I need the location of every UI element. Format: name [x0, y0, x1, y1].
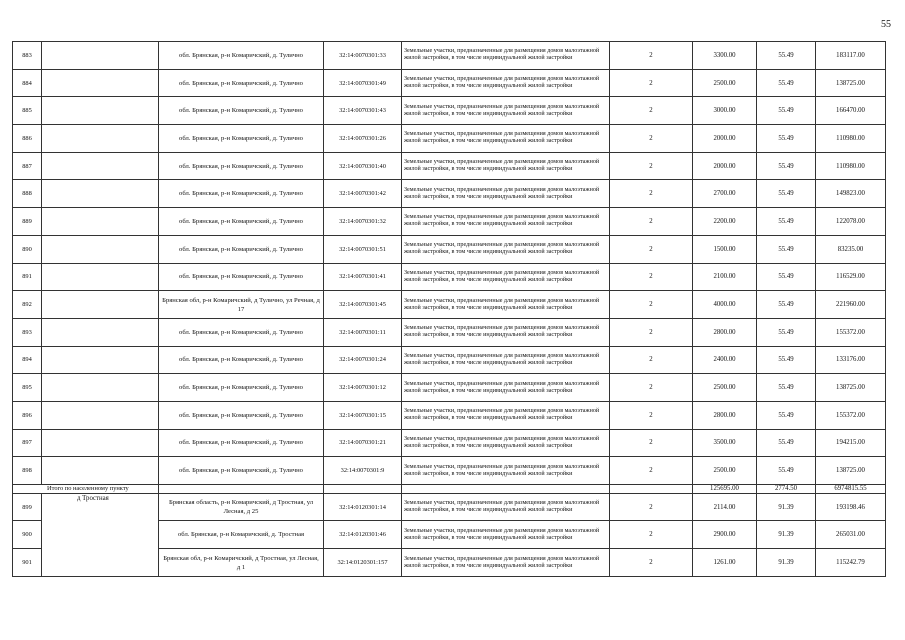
cadastral-number-cell: 32:14:0120301:46 — [324, 521, 402, 549]
land-purpose-cell: Земельные участки, предназначенные для размещения домов малоэтажной жилой застройки, в том числе индивидуальной жилой застройки — [402, 291, 610, 319]
rate-cell: 55.49 — [757, 401, 816, 429]
row-number: 891 — [13, 263, 42, 291]
value-cell: 265031.00 — [816, 521, 886, 549]
land-purpose-cell: Земельные участки, предназначенные для размещения домов малоэтажной жилой застройки, в том числе индивидуальной жилой застройки — [402, 97, 610, 125]
empty-cell — [42, 180, 159, 208]
row-number: 900 — [13, 521, 42, 549]
address-cell: обл. Брянская, р-н Комаричский, д. Тулично — [159, 457, 324, 485]
empty-cell — [42, 291, 159, 319]
rate-cell: 55.49 — [757, 457, 816, 485]
land-purpose-cell: Земельные участки, предназначенные для размещения домов малоэтажной жилой застройки, в том числе индивидуальной жилой застройки — [402, 263, 610, 291]
row-number: 890 — [13, 235, 42, 263]
rate-cell: 55.49 — [757, 374, 816, 402]
table-row — [13, 457, 886, 485]
subtotal-value: 6974815.55 — [816, 485, 886, 494]
land-purpose-cell: Земельные участки, предназначенные для размещения домов малоэтажной жилой застройки, в том числе индивидуальной жилой застройки — [402, 69, 610, 97]
address-cell: Брянская обл, р-н Комаричский, д Тростная, ул Лесная, д 1 — [159, 549, 324, 577]
empty-cell — [42, 263, 159, 291]
rate-cell: 55.49 — [757, 318, 816, 346]
area-cell: 2500.00 — [693, 69, 757, 97]
group-code-cell: 2 — [610, 429, 693, 457]
cadastral-value-table — [12, 41, 886, 577]
value-cell: 221960.00 — [816, 291, 886, 319]
area-cell: 4000.00 — [693, 291, 757, 319]
area-cell: 2114.00 — [693, 493, 757, 521]
address-cell: обл. Брянская, р-н Комаричский, д. Тулично — [159, 263, 324, 291]
table-row — [13, 429, 886, 457]
area-cell: 3500.00 — [693, 429, 757, 457]
land-purpose-cell: Земельные участки, предназначенные для размещения домов малоэтажной жилой застройки, в том числе индивидуальной жилой застройки — [402, 208, 610, 236]
subtotal-label: Итого по населенному пункту — [13, 485, 159, 494]
value-cell: 110980.00 — [816, 152, 886, 180]
address-cell: обл. Брянская, р-н Комаричский, д. Тулично — [159, 346, 324, 374]
rate-cell: 55.49 — [757, 263, 816, 291]
address-cell: обл. Брянская, р-н Комаричский, д. Тулично — [159, 42, 324, 70]
area-cell: 3300.00 — [693, 42, 757, 70]
rate-cell: 91.39 — [757, 493, 816, 521]
area-cell: 2000.00 — [693, 152, 757, 180]
group-code-cell: 2 — [610, 521, 693, 549]
table-row — [13, 125, 886, 153]
row-number: 886 — [13, 125, 42, 153]
rate-cell: 55.49 — [757, 429, 816, 457]
table-row — [13, 97, 886, 125]
group-code-cell: 2 — [610, 346, 693, 374]
value-cell: 122078.00 — [816, 208, 886, 236]
cadastral-number-cell: 32:14:0120301:157 — [324, 549, 402, 577]
address-cell: Брянская область, р-н Комаричский, д Тростная, ул Лесная, д 25 — [159, 493, 324, 521]
cadastral-number-cell: 32:14:0120301:14 — [324, 493, 402, 521]
area-cell: 1261.00 — [693, 549, 757, 577]
area-cell: 1500.00 — [693, 235, 757, 263]
rate-cell: 55.49 — [757, 346, 816, 374]
group-code-cell: 2 — [610, 152, 693, 180]
table-row — [13, 401, 886, 429]
row-number: 896 — [13, 401, 42, 429]
rate-cell: 91.39 — [757, 521, 816, 549]
subtotal-row — [13, 485, 886, 494]
land-purpose-cell: Земельные участки, предназначенные для размещения домов малоэтажной жилой застройки, в том числе индивидуальной жилой застройки — [402, 180, 610, 208]
cadastral-number-cell: 32:14:0070301:41 — [324, 263, 402, 291]
area-cell: 2700.00 — [693, 180, 757, 208]
value-cell: 116529.00 — [816, 263, 886, 291]
value-cell: 138725.00 — [816, 69, 886, 97]
group-code-cell: 2 — [610, 180, 693, 208]
land-purpose-cell: Земельные участки, предназначенные для размещения домов малоэтажной жилой застройки, в том числе индивидуальной жилой застройки — [402, 318, 610, 346]
group-code-cell: 2 — [610, 401, 693, 429]
table-row — [13, 208, 886, 236]
value-cell: 155372.00 — [816, 401, 886, 429]
table-row — [13, 493, 886, 521]
area-cell: 2500.00 — [693, 374, 757, 402]
area-cell: 3000.00 — [693, 97, 757, 125]
address-cell: обл. Брянская, р-н Комаричский, д. Тулично — [159, 401, 324, 429]
address-cell: обл. Брянская, р-н Комаричский, д. Тулично — [159, 318, 324, 346]
row-number: 901 — [13, 549, 42, 577]
empty-cell — [42, 318, 159, 346]
group-code-cell: 2 — [610, 493, 693, 521]
value-cell: 183117.00 — [816, 42, 886, 70]
cadastral-number-cell: 32:14:0070301:15 — [324, 401, 402, 429]
rate-cell: 55.49 — [757, 42, 816, 70]
cadastral-number-cell: 32:14:0070301:45 — [324, 291, 402, 319]
row-number: 895 — [13, 374, 42, 402]
value-cell: 166470.00 — [816, 97, 886, 125]
value-cell: 138725.00 — [816, 457, 886, 485]
address-cell: обл. Брянская, р-н Комаричский, д. Тулично — [159, 429, 324, 457]
land-purpose-cell: Земельные участки, предназначенные для размещения домов малоэтажной жилой застройки, в том числе индивидуальной жилой застройки — [402, 125, 610, 153]
subtotal-rate: 2774.50 — [757, 485, 816, 494]
page-number: 55 — [881, 19, 891, 30]
table-row — [13, 235, 886, 263]
empty-cell — [42, 125, 159, 153]
empty-cell — [42, 69, 159, 97]
value-cell: 115242.79 — [816, 549, 886, 577]
address-cell: обл. Брянская, р-н Комаричский, д. Тулично — [159, 235, 324, 263]
land-purpose-cell: Земельные участки, предназначенные для размещения домов малоэтажной жилой застройки, в том числе индивидуальной жилой застройки — [402, 374, 610, 402]
cadastral-number-cell: 32:14:0070301:9 — [324, 457, 402, 485]
cadastral-number-cell: 32:14:0070301:49 — [324, 69, 402, 97]
table-row — [13, 291, 886, 319]
value-cell: 149823.00 — [816, 180, 886, 208]
land-purpose-cell: Земельные участки, предназначенные для размещения домов малоэтажной жилой застройки, в том числе индивидуальной жилой застройки — [402, 152, 610, 180]
rate-cell: 55.49 — [757, 235, 816, 263]
row-number: 883 — [13, 42, 42, 70]
land-purpose-cell: Земельные участки, предназначенные для размещения домов малоэтажной жилой застройки, в том числе индивидуальной жилой застройки — [402, 457, 610, 485]
row-number: 898 — [13, 457, 42, 485]
table-row — [13, 263, 886, 291]
address-cell: обл. Брянская, р-н Комаричский, д. Тулично — [159, 180, 324, 208]
rate-cell: 91.39 — [757, 549, 816, 577]
land-purpose-cell: Земельные участки, предназначенные для размещения домов малоэтажной жилой застройки, в том числе индивидуальной жилой застройки — [402, 401, 610, 429]
rate-cell: 55.49 — [757, 291, 816, 319]
cadastral-number-cell: 32:14:0070301:40 — [324, 152, 402, 180]
group-code-cell: 2 — [610, 208, 693, 236]
value-cell: 155372.00 — [816, 318, 886, 346]
rate-cell: 55.49 — [757, 180, 816, 208]
land-purpose-cell: Земельные участки, предназначенные для размещения домов малоэтажной жилой застройки, в том числе индивидуальной жилой застройки — [402, 235, 610, 263]
value-cell: 194215.00 — [816, 429, 886, 457]
cadastral-number-cell: 32:14:0070301:24 — [324, 346, 402, 374]
rate-cell: 55.49 — [757, 152, 816, 180]
area-cell: 2200.00 — [693, 208, 757, 236]
area-cell: 2400.00 — [693, 346, 757, 374]
cadastral-number-cell: 32:14:0070301:51 — [324, 235, 402, 263]
rate-cell: 55.49 — [757, 69, 816, 97]
empty-cell — [324, 485, 402, 494]
empty-cell — [42, 374, 159, 402]
area-cell: 2900.00 — [693, 521, 757, 549]
address-cell: Брянская обл, р-н Комаричский, д Тулично, ул Речная, д 17 — [159, 291, 324, 319]
cadastral-number-cell: 32:14:0070301:43 — [324, 97, 402, 125]
empty-cell — [42, 457, 159, 485]
address-cell: обл. Брянская, р-н Комаричский, д. Тулично — [159, 97, 324, 125]
empty-cell — [42, 42, 159, 70]
address-cell: обл. Брянская, р-н Комаричский, д. Тулично — [159, 374, 324, 402]
empty-cell — [42, 401, 159, 429]
table-row — [13, 374, 886, 402]
group-code-cell: 2 — [610, 69, 693, 97]
empty-cell — [159, 485, 324, 494]
group-code-cell: 2 — [610, 549, 693, 577]
row-number: 893 — [13, 318, 42, 346]
empty-cell — [42, 429, 159, 457]
empty-cell — [42, 235, 159, 263]
table-row — [13, 318, 886, 346]
value-cell: 133176.00 — [816, 346, 886, 374]
row-number: 897 — [13, 429, 42, 457]
group-code-cell: 2 — [610, 318, 693, 346]
settlement-name: д Тростная — [42, 493, 159, 576]
area-cell: 2000.00 — [693, 125, 757, 153]
group-code-cell: 2 — [610, 42, 693, 70]
rate-cell: 55.49 — [757, 97, 816, 125]
row-number: 892 — [13, 291, 42, 319]
land-purpose-cell: Земельные участки, предназначенные для размещения домов малоэтажной жилой застройки, в том числе индивидуальной жилой застройки — [402, 521, 610, 549]
subtotal-area: 125695.00 — [693, 485, 757, 494]
row-number: 889 — [13, 208, 42, 236]
row-number: 888 — [13, 180, 42, 208]
rate-cell: 55.49 — [757, 208, 816, 236]
empty-cell — [402, 485, 610, 494]
area-cell: 2100.00 — [693, 263, 757, 291]
rate-cell: 55.49 — [757, 125, 816, 153]
row-number: 885 — [13, 97, 42, 125]
cadastral-number-cell: 32:14:0070301:12 — [324, 374, 402, 402]
address-cell: обл. Брянская, р-н Комаричский, д. Тулично — [159, 208, 324, 236]
group-code-cell: 2 — [610, 374, 693, 402]
area-cell: 2800.00 — [693, 401, 757, 429]
land-purpose-cell: Земельные участки, предназначенные для размещения домов малоэтажной жилой застройки, в том числе индивидуальной жилой застройки — [402, 346, 610, 374]
row-number: 899 — [13, 493, 42, 521]
area-cell: 2500.00 — [693, 457, 757, 485]
cadastral-number-cell: 32:14:0070301:11 — [324, 318, 402, 346]
cadastral-number-cell: 32:14:0070301:42 — [324, 180, 402, 208]
row-number: 894 — [13, 346, 42, 374]
address-cell: обл. Брянская, р-н Комаричский, д. Тулично — [159, 125, 324, 153]
table-row — [13, 42, 886, 70]
land-purpose-cell: Земельные участки, предназначенные для размещения домов малоэтажной жилой застройки, в том числе индивидуальной жилой застройки — [402, 42, 610, 70]
cadastral-number-cell: 32:14:0070301:21 — [324, 429, 402, 457]
empty-cell — [610, 485, 693, 494]
land-purpose-cell: Земельные участки, предназначенные для размещения домов малоэтажной жилой застройки, в том числе индивидуальной жилой застройки — [402, 493, 610, 521]
group-code-cell: 2 — [610, 263, 693, 291]
value-cell: 83235.00 — [816, 235, 886, 263]
row-number: 887 — [13, 152, 42, 180]
value-cell: 193198.46 — [816, 493, 886, 521]
empty-cell — [42, 152, 159, 180]
group-code-cell: 2 — [610, 457, 693, 485]
address-cell: обл. Брянская, р-н Комаричский, д. Тулично — [159, 69, 324, 97]
empty-cell — [42, 97, 159, 125]
area-cell: 2800.00 — [693, 318, 757, 346]
cadastral-number-cell: 32:14:0070301:32 — [324, 208, 402, 236]
table-row — [13, 346, 886, 374]
group-code-cell: 2 — [610, 291, 693, 319]
empty-cell — [42, 346, 159, 374]
group-code-cell: 2 — [610, 125, 693, 153]
land-purpose-cell: Земельные участки, предназначенные для размещения домов малоэтажной жилой застройки, в том числе индивидуальной жилой застройки — [402, 429, 610, 457]
table-row — [13, 180, 886, 208]
table-row — [13, 152, 886, 180]
cadastral-number-cell: 32:14:0070301:26 — [324, 125, 402, 153]
value-cell: 138725.00 — [816, 374, 886, 402]
land-purpose-cell: Земельные участки, предназначенные для размещения домов малоэтажной жилой застройки, в том числе индивидуальной жилой застройки — [402, 549, 610, 577]
cadastral-number-cell: 32:14:0070301:33 — [324, 42, 402, 70]
empty-cell — [42, 208, 159, 236]
table-row — [13, 69, 886, 97]
address-cell: обл. Брянская, р-н Комаричский, д. Тростная — [159, 521, 324, 549]
address-cell: обл. Брянская, р-н Комаричский, д. Тулично — [159, 152, 324, 180]
row-number: 884 — [13, 69, 42, 97]
group-code-cell: 2 — [610, 97, 693, 125]
value-cell: 110980.00 — [816, 125, 886, 153]
group-code-cell: 2 — [610, 235, 693, 263]
